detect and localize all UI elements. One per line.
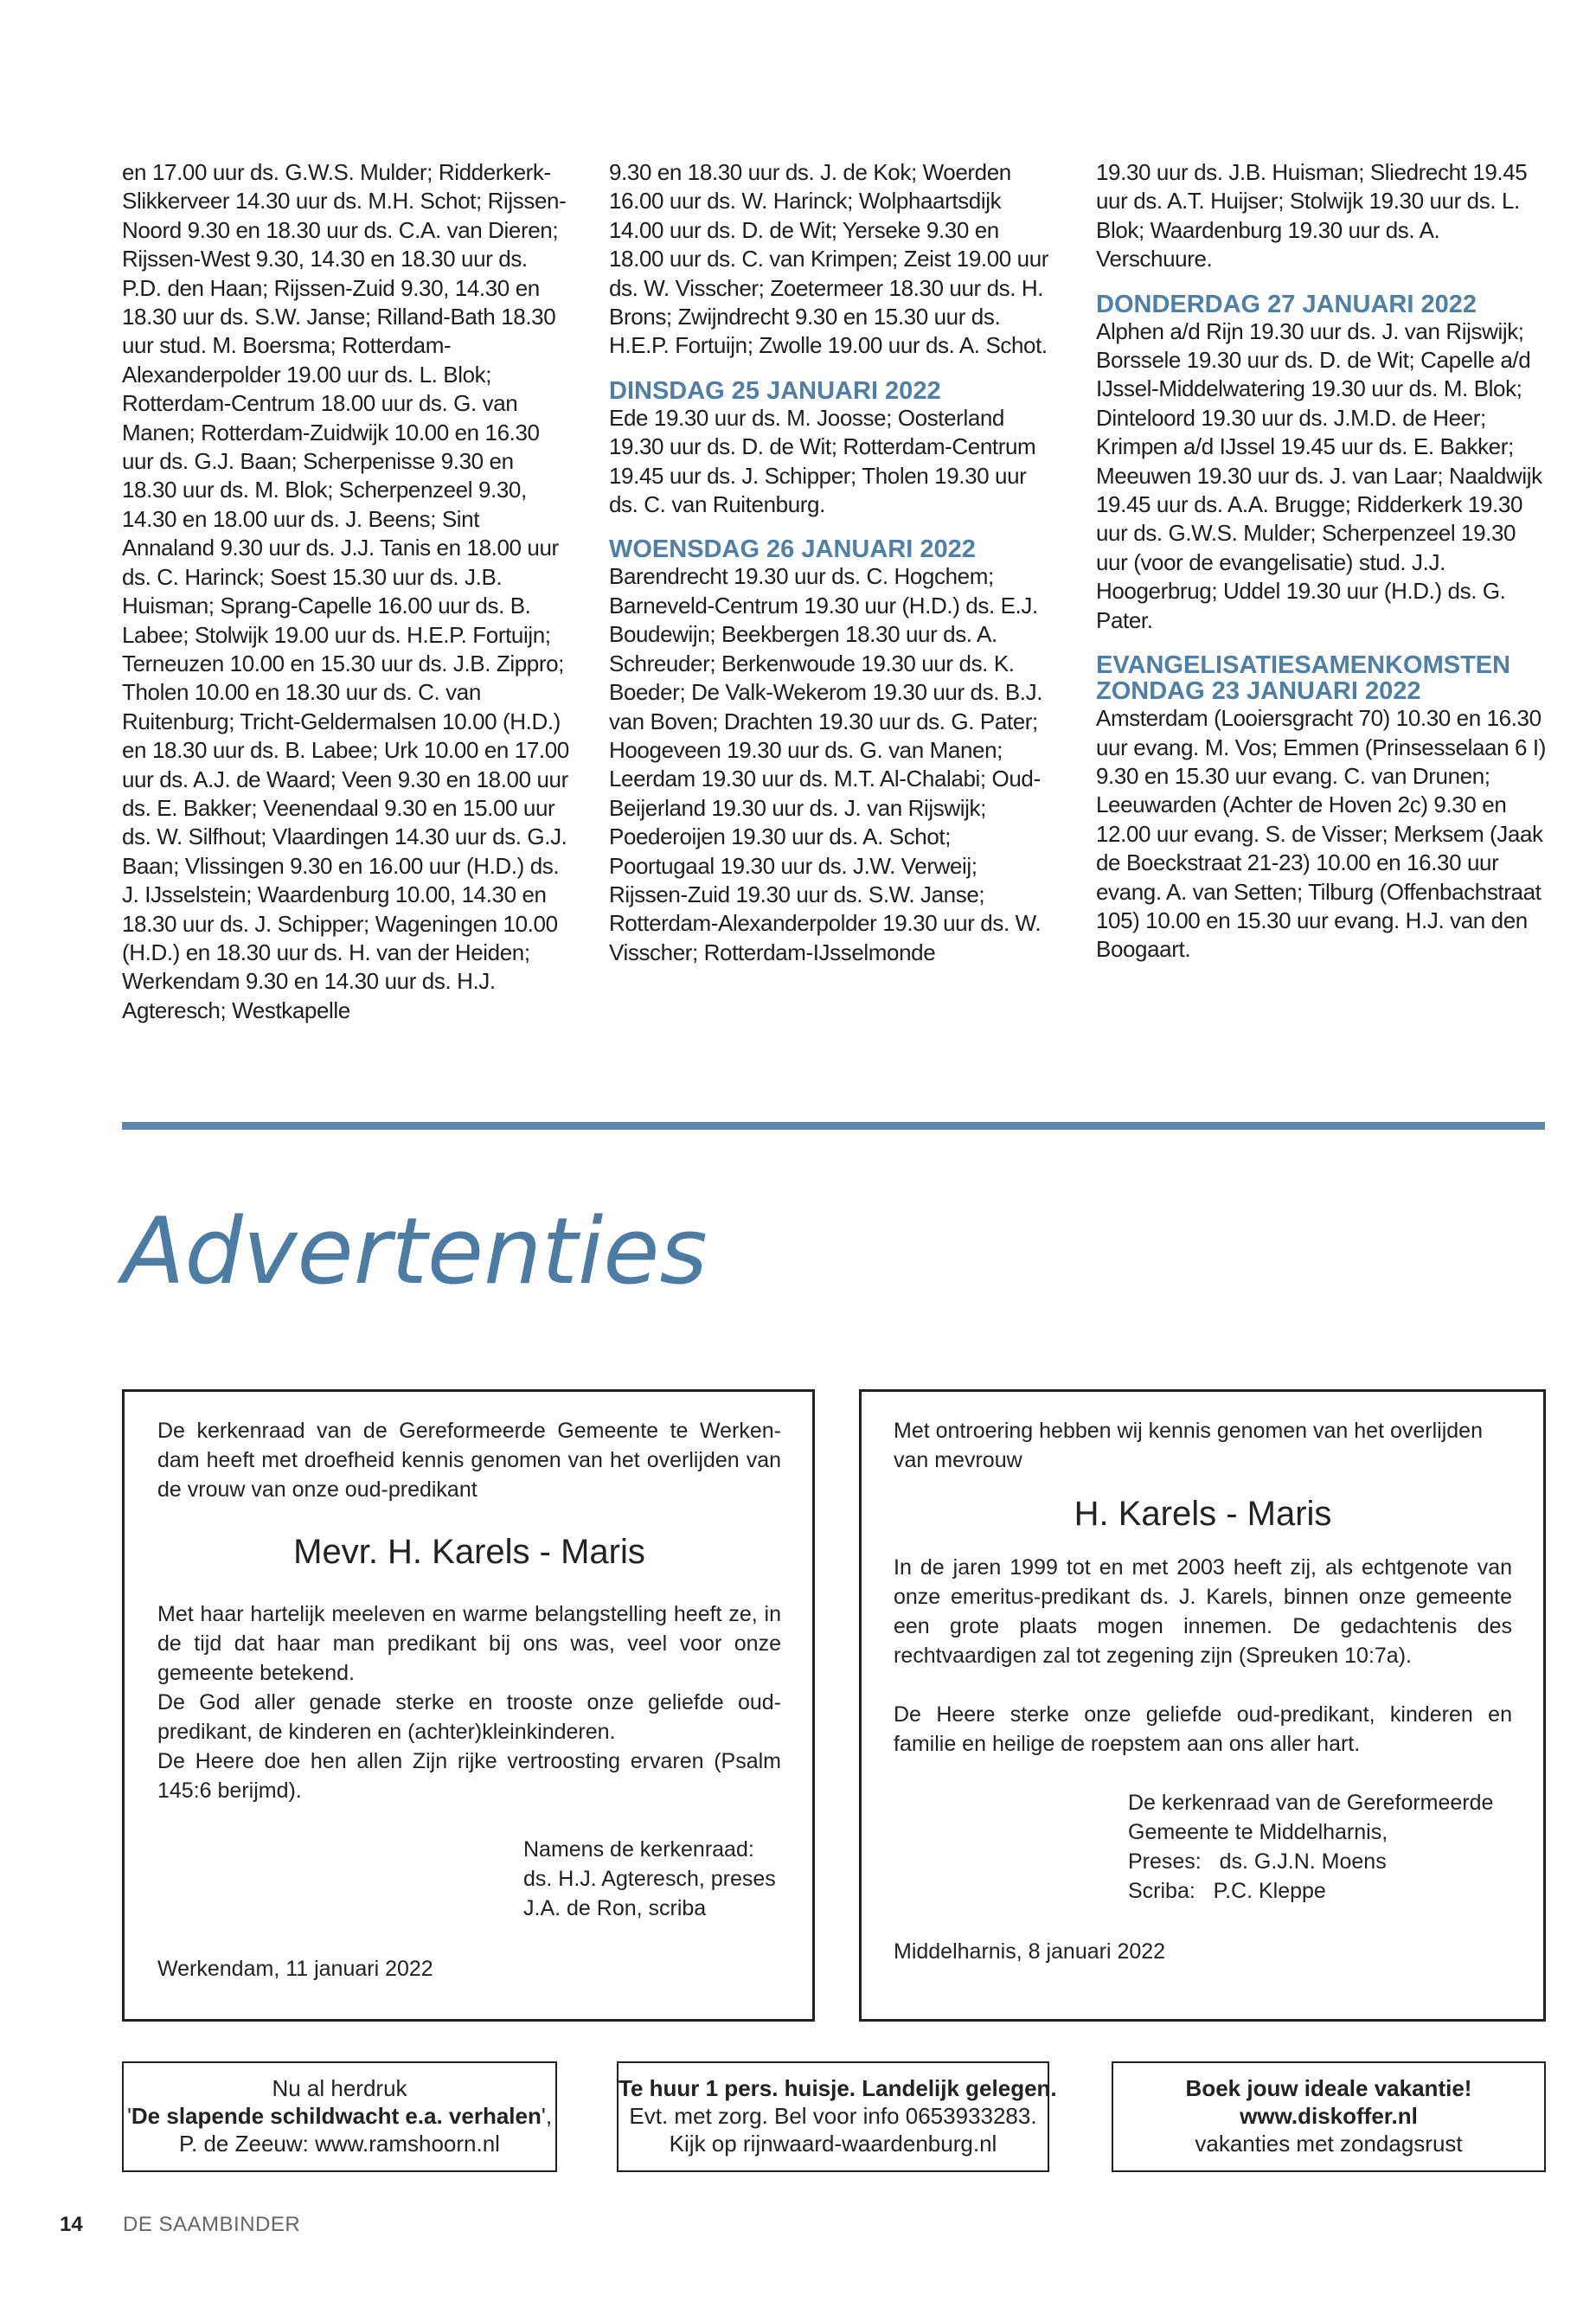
day-heading — [1096, 652, 1550, 704]
ad-paragraph: Met haar hartelijk meeleven en warme belangstelling heeft ze, in de tijd dat haar man predikant bij ons was, veel voor onze gemeente betekend. — [157, 1602, 781, 1685]
obituary-ad-middelharnis — [859, 1389, 1546, 2022]
ad-line: Nu al herdruk — [272, 2075, 407, 2101]
ad-line: vakanties met zondagsrust — [1195, 2131, 1463, 2157]
page-footer — [60, 2212, 301, 2238]
deceased-name: H. Karels - Maris — [1074, 1495, 1332, 1533]
ad-line: Evt. met zorg. Bel voor info 0653933283. — [629, 2103, 1037, 2129]
services-text: en 17.00 uur ds. G.W.S. Mulder; Ridderkerk-Slikkerveer 14.30 uur ds. M.H. Schot; Rijssen-Noord 9.30 en 18.30 uur ds. C.A. van Dieren; Rijssen-West 9.30, 14.30 en 18.30 uur ds. P.D. den Haan; Rijssen-Zuid 9.30, 14.30 en 18.30 uur ds. S.W. Janse; Rilland-Bath 18.30 uur stud. M. Boersma; Rotterdam- Alexanderpolder 19.00 uur ds. L. Blok; Rotterdam-Centrum 18.00 uur ds. G. van Manen; Rotterdam-Zuidwijk 10.00 en 16.30 uur ds. G.J. Baan; Scherpenisse 9.30 en 18.30 uur ds. M. Blok; Scherpenzeel 9.30, 14.30 en 18.00 uur ds. J. Beens; Sint Annaland 9.30 uur ds. J.J. Tanis en 18.00 uur ds. C. Harinck; Soest 15.30 uur ds. J.B. Huisman; Sprang-Capelle 16.00 uur ds. B. Labee; Stolwijk 19.00 uur ds. H.E.P. Fortuijn; Terneuzen 10.00 en 15.30 uur ds. J.B. Zippro; Tholen 10.00 en 18.30 uur ds. C. van Ruitenburg; Tricht-Geldermalsen 10.00 (H.D.) en 18.30 uur ds. B. Labee; Urk 10.00 en 17.00 uur ds. A.J. de Waard; Veen 9.30 en 18.00 uur ds. E. Bakker; Veenendaal 9.30 en 15.00 uur ds. W. Silfhout; Vlaardingen 14.30 uur ds. G.J. Baan; Vlissingen 9.30 en 16.00 uur (H.D.) ds. J. IJsselstein; Waardenburg 10.00, 14.30 en 18.30 uur ds. J. Schipper; Wageningen 10.00 (H.D.) en 18.30 uur ds. H. van der Heiden; Werkendam 9.30 en 14.30 uur ds. H.J. Agteresch; Westkapelle — [122, 159, 569, 1023]
ad-website: www.diskoffer.nl — [1240, 2103, 1418, 2129]
ad-line — [1113, 2074, 1544, 2102]
ad-paragraph: De God aller genade sterke en trooste onze geliefde oud-predikant, de kinderen en (achter)kleinkinderen. — [157, 1690, 781, 1744]
ad-line — [1113, 2102, 1544, 2130]
services-column-2 — [609, 158, 1059, 967]
ad-paragraph: De Heere sterke onze geliefde oud-predikant, kinderen en familie en heilige de roepstem aan ons aller hart. — [894, 1702, 1512, 1756]
section-title: Advertenties — [122, 1198, 708, 1304]
day-heading: DONDERDAG 27 JANUARI 2022 — [1096, 290, 1477, 318]
services-column-3 — [1096, 158, 1550, 965]
ad-intro: De kerkenraad van de Gereformeerde Gemeente te Werken-dam heeft met droefheid kennis genomen van het overlijden van de vrouw van onze oud-predikant — [157, 1419, 781, 1502]
book-title: De slapende schildwacht e.a. verhalen — [131, 2103, 542, 2129]
ad-intro: Met ontroering hebben wij kennis genomen van het overlijden van mevrouw — [894, 1419, 1483, 1472]
ad-signature — [1128, 1788, 1512, 1906]
ad-place-date: Middelharnis, 8 januari 2022 — [894, 1939, 1166, 1964]
signature-line: J.A. de Ron, scriba — [523, 1896, 707, 1920]
ad-headline: Te huur 1 pers. huisje. Landelijk gelegen. — [619, 2075, 1057, 2101]
signature-line: Namens de kerkenraad: — [523, 1837, 754, 1862]
obituary-ad-werkendam — [122, 1389, 815, 2022]
ad-line: Kijk op rijnwaard-waardenburg.nl — [669, 2131, 997, 2157]
services-text: Alphen a/d Rijn 19.30 uur ds. J. van Rijswijk; Borssele 19.30 uur ds. D. de Wit; Capelle a/d IJssel-Middelwatering 19.30 uur ds. M. Blok; Dinteloord 19.30 uur ds. J.M.D. de Heer; Krimpen a/d IJssel 19.45 uur ds. E. Bakker; Meeuwen 19.30 uur ds. J. van Laar; Naaldwijk 19.45 uur ds. A.A. Brugge; Ridderkerk 19.30 uur ds. G.W.S. Mulder; Scherpenzeel 19.30 uur (voor de evangelisatie) stud. J.J. Hoogerbrug; Uddel 19.30 uur (H.D.) ds. G. Pater. — [1096, 317, 1542, 633]
deceased-name: Mevr. H. Karels - Maris — [293, 1533, 645, 1571]
ad-paragraph: De Heere doe hen allen Zijn rijke vertroosting ervaren (Psalm 145:6 berijmd). — [157, 1749, 781, 1803]
day-heading: DINSDAG 25 JANUARI 2022 — [609, 376, 941, 405]
services-text: 9.30 en 18.30 uur ds. J. de Kok; Woerden 16.00 uur ds. W. Harinck; Wolphaartsdijk 14.00 uur ds. D. de Wit; Yerseke 9.30 en 18.00 uur ds. C. van Krimpen; Zeist 19.00 uur ds. W. Visscher; Zoetermeer 18.30 uur ds. H. Brons; Zwijndrecht 9.30 en 15.30 uur ds. H.E.P. Fortuijn; Zwolle 19.00 uur ds. A. Schot. — [609, 159, 1049, 359]
ad-headline: Boek jouw ideale vakantie! — [1185, 2075, 1472, 2101]
page-number: 14 — [60, 2213, 83, 2236]
services-text: Barendrecht 19.30 uur ds. C. Hogchem; Barneveld-Centrum 19.30 uur (H.D.) ds. E.J. Boudewijn; Beekbergen 18.30 uur ds. A. Schreuder; Berkenwoude 19.30 uur ds. K. Boeder; De Valk-Wekerom 19.30 uur ds. B.J. van Boven; Drachten 19.30 uur ds. G. Pater; Hoogeveen 19.30 uur ds. G. van Manen; Leerdam 19.30 uur ds. M.T. Al-Chalabi; Oud-Beijerland 19.30 uur ds. J. van Rijswijk; Poederoijen 19.30 uur ds. A. Schot; Poortugaal 19.30 uur ds. J.W. Verweij; Rijssen-Zuid 19.30 uur ds. S.W. Janse; Rotterdam-Alexanderpolder 19.30 uur ds. W. Visscher; Rotterdam-IJsselmonde — [609, 563, 1043, 965]
services-text: Amsterdam (Looiersgracht 70) 10.30 en 16.30 uur evang. M. Vos; Emmen (Prinsesselaan 6 I) 9.30 en 15.30 uur evang. C. van Drunen; Leeuwarden (Achter de Hoven 2c) 9.30 en 12.00 uur evang. S. de Visser; Merksem (Jaak de Boeckstraat 21-23) 10.00 en 16.30 uur evang. A. van Setten; Tilburg (Offenbachstraat 105) 10.00 en 15.30 uur evang. H.J. van den Boogaart. — [1096, 705, 1546, 963]
services-column-1 — [122, 158, 572, 1025]
quote-mark: ', — [541, 2103, 553, 2129]
services-text: Ede 19.30 uur ds. M. Joosse; Oosterland 19.30 uur ds. D. de Wit; Rotterdam-Centrum 19.45 uur ds. J. Schipper; Tholen 19.30 uur ds. C. van Ruitenburg. — [609, 404, 1036, 518]
ad-line — [619, 2074, 1057, 2102]
signature-line: Preses: ds. G.J.N. Moens — [1128, 1849, 1387, 1874]
signature-line: De kerkenraad van de Gereformeerde — [1128, 1791, 1494, 1815]
ad-signature — [523, 1835, 781, 1923]
quote-mark: ' — [126, 2103, 131, 2129]
services-text: 19.30 uur ds. J.B. Huisman; Sliedrecht 19.45 uur ds. A.T. Huijser; Stolwijk 19.30 uur ds. L. Blok; Waardenburg 19.30 uur ds. A. Verschuure. — [1096, 159, 1528, 272]
section-divider — [122, 1122, 1545, 1130]
signature-line: ds. H.J. Agteresch, preses — [523, 1867, 776, 1891]
day-heading-line: ZONDAG 23 JANUARI 2022 — [1096, 677, 1421, 706]
publication-name: DE SAAMBINDER — [123, 2213, 301, 2236]
classified-ad-vacation — [1112, 2061, 1546, 2172]
ad-place-date: Werkendam, 11 januari 2022 — [157, 1957, 433, 1981]
classified-ad-rental — [617, 2061, 1057, 2172]
classified-ad-book — [122, 2061, 557, 2172]
signature-line: Scriba: P.C. Kleppe — [1128, 1879, 1326, 1903]
ad-paragraph: In de jaren 1999 tot en met 2003 heeft zij, als echtgenote van onze emeritus-predikant ds. J. Karels, binnen onze gemeente een grote plaats mogen innemen. De gedachtenis des rechtvaardigen zal tot zegening zijn (Spreuken 10:7a). — [894, 1555, 1512, 1668]
ad-line: P. de Zeeuw: www.ramshoorn.nl — [179, 2131, 500, 2157]
day-heading: WOENSDAG 26 JANUARI 2022 — [609, 535, 976, 564]
day-heading-line: EVANGELISATIESAMENKOMSTEN — [1096, 651, 1511, 680]
signature-line: Gemeente te Middelharnis, — [1128, 1820, 1388, 1844]
ad-line — [124, 2102, 555, 2130]
